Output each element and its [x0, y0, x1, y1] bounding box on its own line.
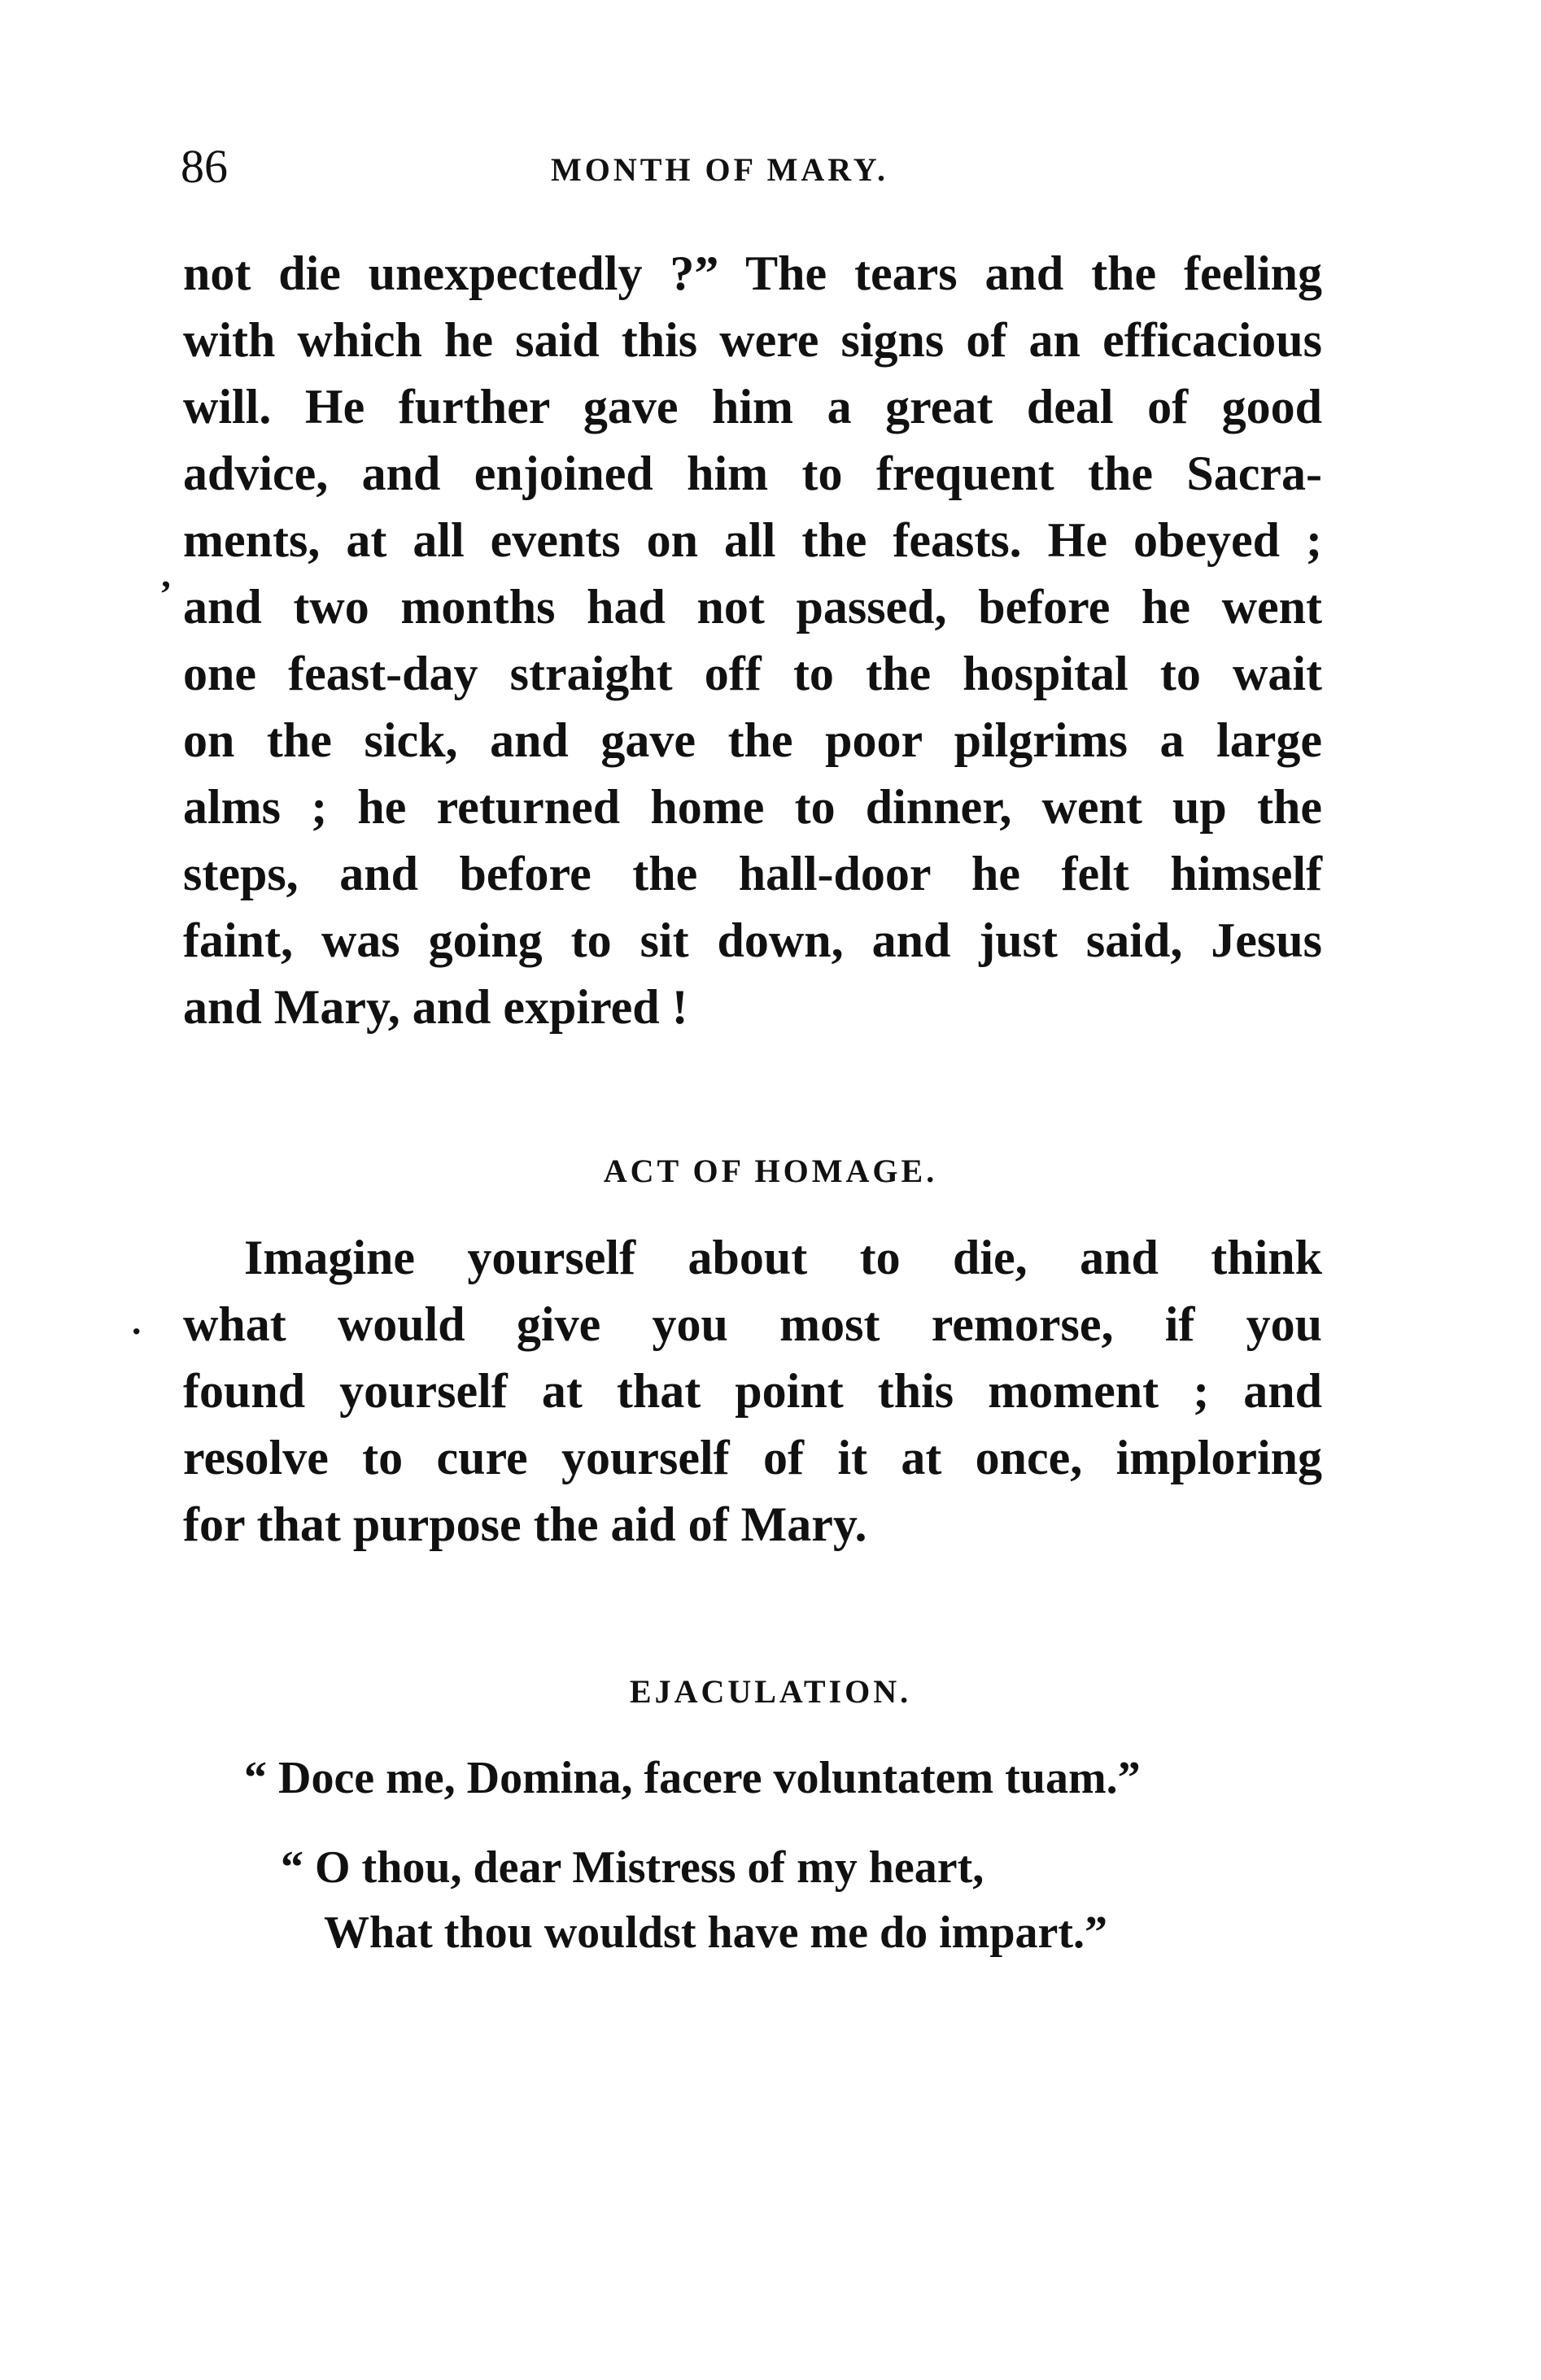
text-line: faint, was going to sit down, and just said, Jesus: [183, 913, 1322, 967]
running-title: MONTH OF MARY.: [551, 151, 888, 188]
margin-dot-mark: .: [132, 1301, 142, 1342]
page-number: 86: [181, 140, 228, 193]
latin-ejaculation: “ Doce me, Domina, facere voluntatem tuam.”: [244, 1753, 1141, 1803]
text-line: not die unexpectedly ?” The tears and the feeling: [183, 246, 1322, 300]
text-line: resolve to cure yourself of it at once, imploring: [183, 1431, 1322, 1484]
text-line: on the sick, and gave the poor pilgrims a large: [183, 713, 1322, 767]
text-line: ments, at all events on all the feasts. He obeyed ;: [183, 513, 1322, 567]
narrative-paragraph: [183, 240, 1322, 1040]
text-line: advice, and enjoined him to frequent the Sacra-: [183, 447, 1322, 500]
text-line: and Mary, and expired !: [183, 980, 688, 1034]
text-line: found yourself at that point this moment ; and: [183, 1364, 1322, 1418]
act-of-homage-heading: ACT OF HOMAGE.: [603, 1153, 938, 1189]
text-line: what would give you most remorse, if you: [183, 1297, 1322, 1351]
verse-line: “ O thou, dear Mistress of my heart,: [281, 1842, 984, 1893]
text-line: alms ; he returned home to dinner, went up the: [183, 780, 1322, 834]
page-header: [181, 134, 1320, 199]
text-line: one feast-day straight off to the hospital to wait: [183, 647, 1322, 700]
text-line: Imagine yourself about to die, and think: [244, 1231, 1322, 1284]
text-line: steps, and before the hall-door he felt himself: [183, 847, 1322, 900]
text-line: with which he said this were signs of an efficacious: [183, 313, 1322, 367]
ejaculation-heading: EJACULATION.: [629, 1673, 912, 1710]
margin-tick-mark: ’: [159, 573, 172, 614]
text-line: and two months had not passed, before he went: [183, 580, 1322, 634]
act-of-homage-paragraph: [183, 1224, 1322, 1558]
text-line: for that purpose the aid of Mary.: [183, 1497, 867, 1551]
text-line: will. He further gave him a great deal of good: [183, 380, 1322, 434]
verse-line: What thou wouldst have me do impart.”: [324, 1907, 1107, 1958]
